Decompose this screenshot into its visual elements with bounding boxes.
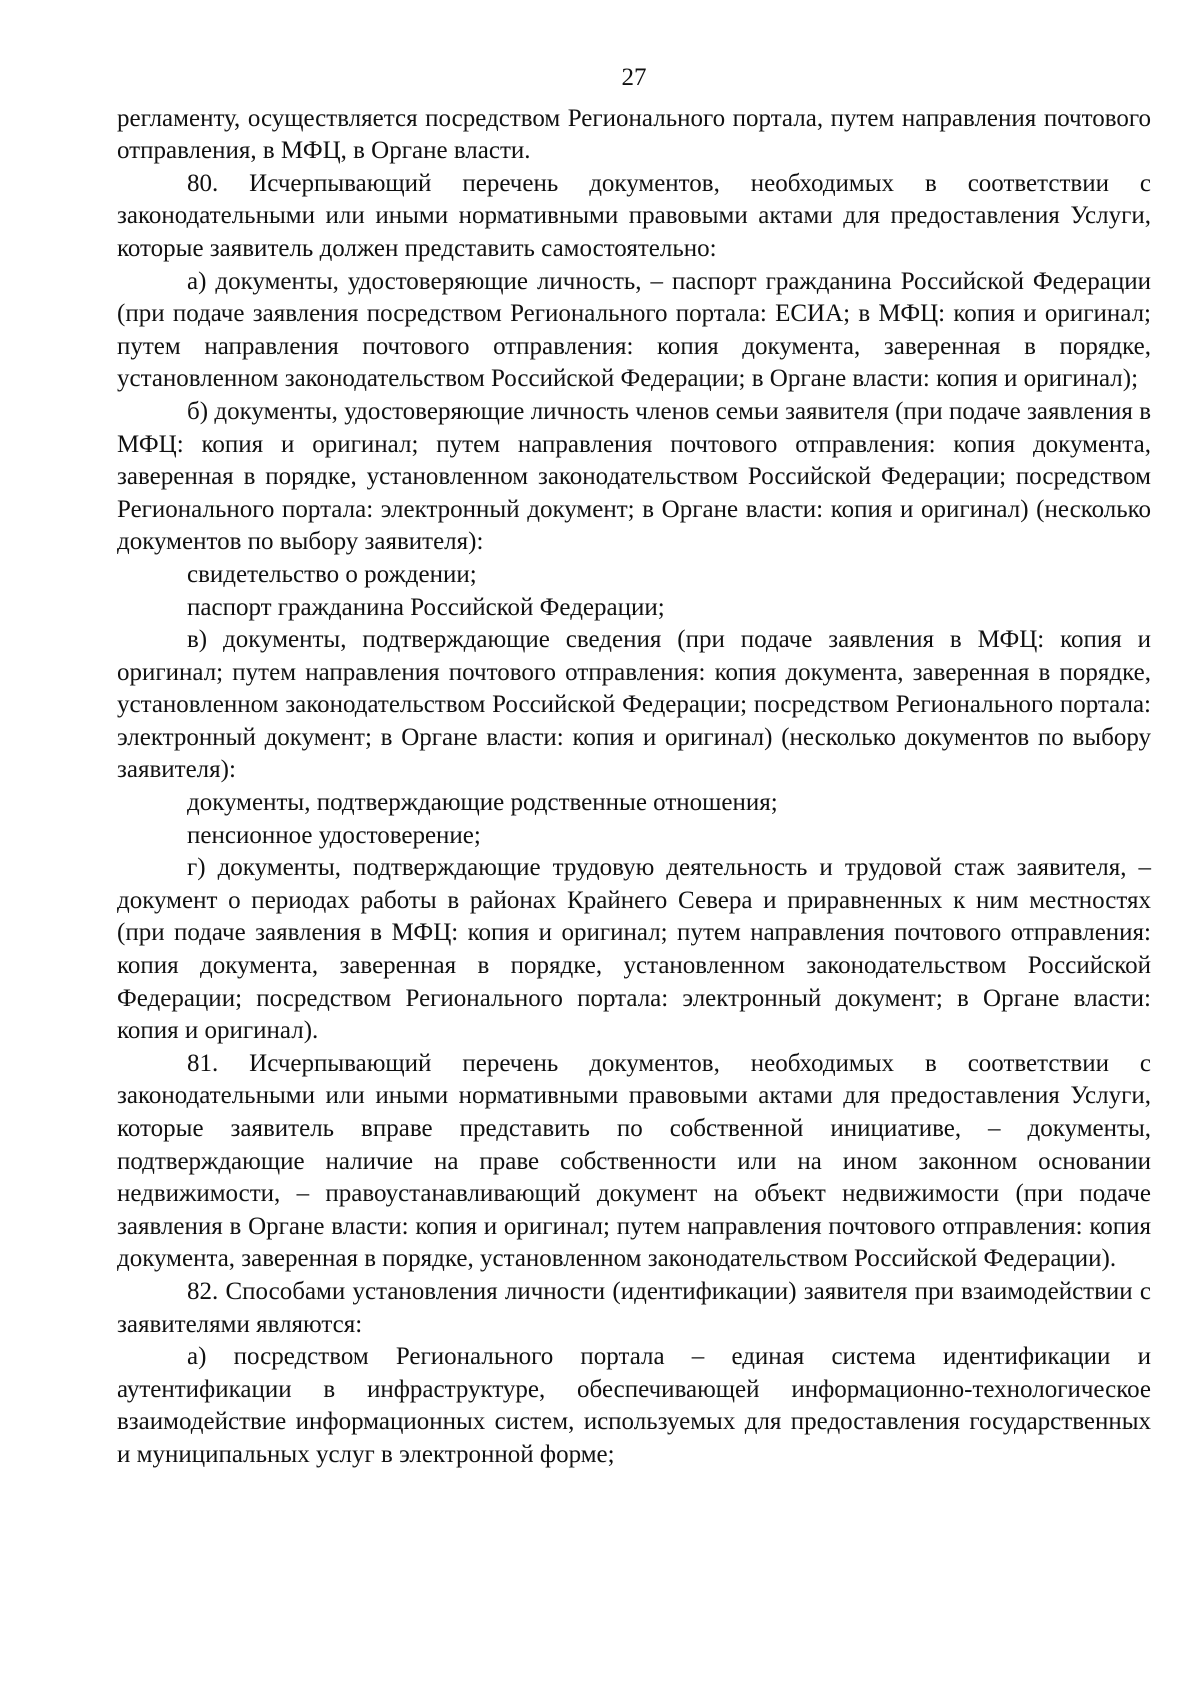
paragraph-80-a: а) документы, удостоверяющие личность, – паспорт гражданина Российской Федерации (при подаче заявления посредством Регионального портала: ЕСИА; в МФЦ: копия и оригинал; путем направления почтового отправления: копия документа, заверенная в порядке, установленном законодательством Российской Федерации; в Органе власти: копия и оригинал); [117, 267, 1151, 393]
list-item-passport: паспорт гражданина Российской Федерации; [187, 593, 665, 621]
paragraph-80-g: г) документы, подтверждающие трудовую деятельность и трудовой стаж заявителя, – документ о периодах работы в районах Крайнего Севера и приравненных к ним местностях (при подаче заявления в МФЦ: копия и оригинал; путем направления почтового отправления: копия документа, заверенная в порядке, установленном законодательством Российской Федерации; посредством Регионального портала: электронный документ; в Органе власти: копия и оригинал). [117, 854, 1151, 1045]
list-item-pension-certificate: пенсионное удостоверение; [187, 821, 481, 849]
paragraph-continuation: регламенту, осуществляется посредством Регионального портала, путем направления почтового отправления, в МФЦ, в Органе власти. [117, 104, 1151, 165]
document-page [117, 62, 1151, 1472]
paragraph-82-a: а) посредством Регионального портала – единая система идентификации и аутентификации в инфраструктуре, обеспечивающей информационно-технологическое взаимодействие информационных систем, используемых для предоставления государственных и муниципальных услуг в электронной форме; [117, 1343, 1151, 1468]
list-item-kinship-documents: документы, подтверждающие родственные отношения; [187, 789, 778, 817]
page-number: 27 [621, 64, 647, 91]
paragraph-81: 81. Исчерпывающий перечень документов, необходимых в соответствии с законодательными или иными нормативными правовыми актами для предоставления Услуги, которые заявитель вправе представить по собственной инициативе, – документы, подтверждающие наличие на праве собственности или на ином законном основании недвижимости, – правоустанавливающий документ на объект недвижимости (при подаче заявления в Органе власти: копия и оригинал; путем направления почтового отправления: копия документа, заверенная в порядке, установленном законодательством Российской Федерации). [117, 1049, 1151, 1273]
paragraph-80: 80. Исчерпывающий перечень документов, необходимых в соответствии с законодательными или иными нормативными правовыми актами для предоставления Услуги, которые заявитель должен представить самостоятельно: [117, 169, 1151, 262]
paragraph-82: 82. Способами установления личности (идентификации) заявителя при взаимодействии с заявителями являются: [117, 1277, 1151, 1338]
paragraph-80-b: б) документы, удостоверяющие личность членов семьи заявителя (при подаче заявления в МФЦ: копия и оригинал; путем направления почтового отправления: копия документа, заверенная в порядке, установленном законодательством Российской Федерации; посредством Регионального портала: электронный документ; в Органе власти: копия и оригинал) (несколько документов по выбору заявителя): [117, 397, 1151, 556]
list-item-birth-certificate: свидетельство о рождении; [187, 560, 477, 588]
paragraph-80-v: в) документы, подтверждающие сведения (при подаче заявления в МФЦ: копия и оригинал; путем направления почтового отправления: копия документа, заверенная в порядке, установленном законодательством Российской Федерации; посредством Регионального портала: электронный документ; в Органе власти: копия и оригинал) (несколько документов по выбору заявителя): [117, 626, 1151, 784]
